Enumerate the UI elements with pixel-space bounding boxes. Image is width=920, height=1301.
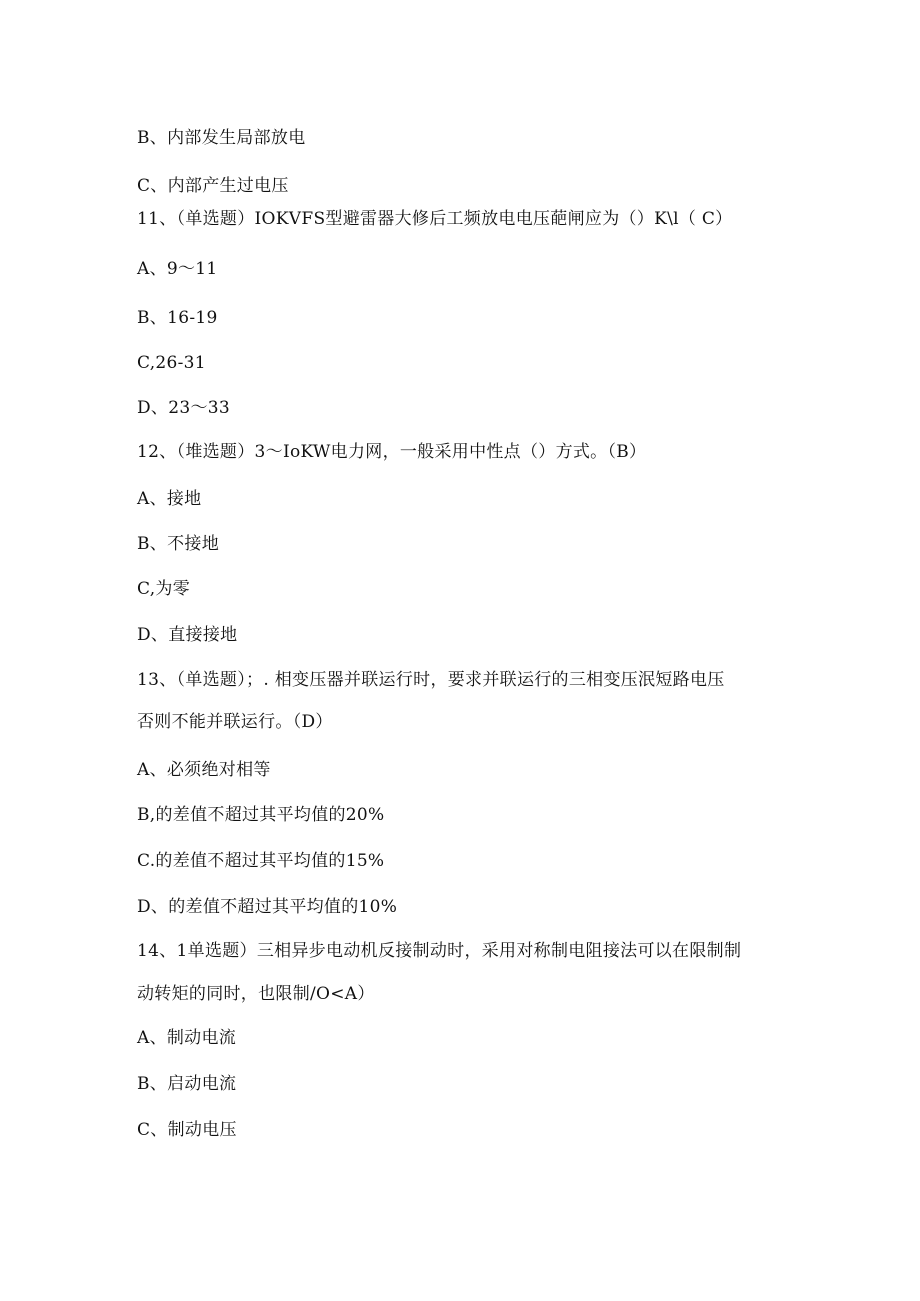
question-13-line-2: 否则不能并联运行。（D） <box>137 712 333 732</box>
option-a-q11: A、9～11 <box>137 259 218 279</box>
question-13-line-1: 13、（单选题）；. 相变压器并联运行时，要求并联运行的三相变压泯短路电压 <box>137 670 725 690</box>
option-d-q11: D、23～33 <box>137 398 230 418</box>
option-a-q12: A、接地 <box>137 489 202 509</box>
option-c-q11: C,26-31 <box>137 353 206 373</box>
option-b-q13: B,的差值不超过其平均值的20% <box>137 805 385 825</box>
option-d-q12: D、直接接地 <box>137 625 238 645</box>
option-b-q14: B、启动电流 <box>137 1074 237 1094</box>
option-a-q14: A、制动电流 <box>137 1028 237 1048</box>
option-d-q13: D、的差值不超过其平均值的10% <box>137 897 398 917</box>
option-b-q11: B、16-19 <box>137 308 218 328</box>
option-c-q14: C、制动电压 <box>137 1120 237 1140</box>
option-c-q12: C,为零 <box>137 579 191 599</box>
option-a-q13: A、必须绝对相等 <box>137 760 271 780</box>
option-c-q13: C.的差值不超过其平均值的15% <box>137 851 385 871</box>
question-14-line-2: 动转矩的同时，也限制/O<A） <box>137 984 375 1004</box>
option-b-q10: B、内部发生局部放电 <box>137 128 306 148</box>
option-b-q12: B、不接地 <box>137 534 219 554</box>
question-12: 12、（堆选题）3～IoKW电力网，一般采用中性点（）方式。（B） <box>137 442 647 462</box>
option-c-q10: C、内部产生过电压 <box>137 176 289 196</box>
question-14-line-1: 14、1单选题）三相异步电动机反接制动时，采用对称制电阻接法可以在限制制 <box>137 941 742 961</box>
question-11: 11、（单选题）IOKVFS型避雷器大修后工频放电电压葩闸应为（）K\l（ C） <box>137 209 733 229</box>
